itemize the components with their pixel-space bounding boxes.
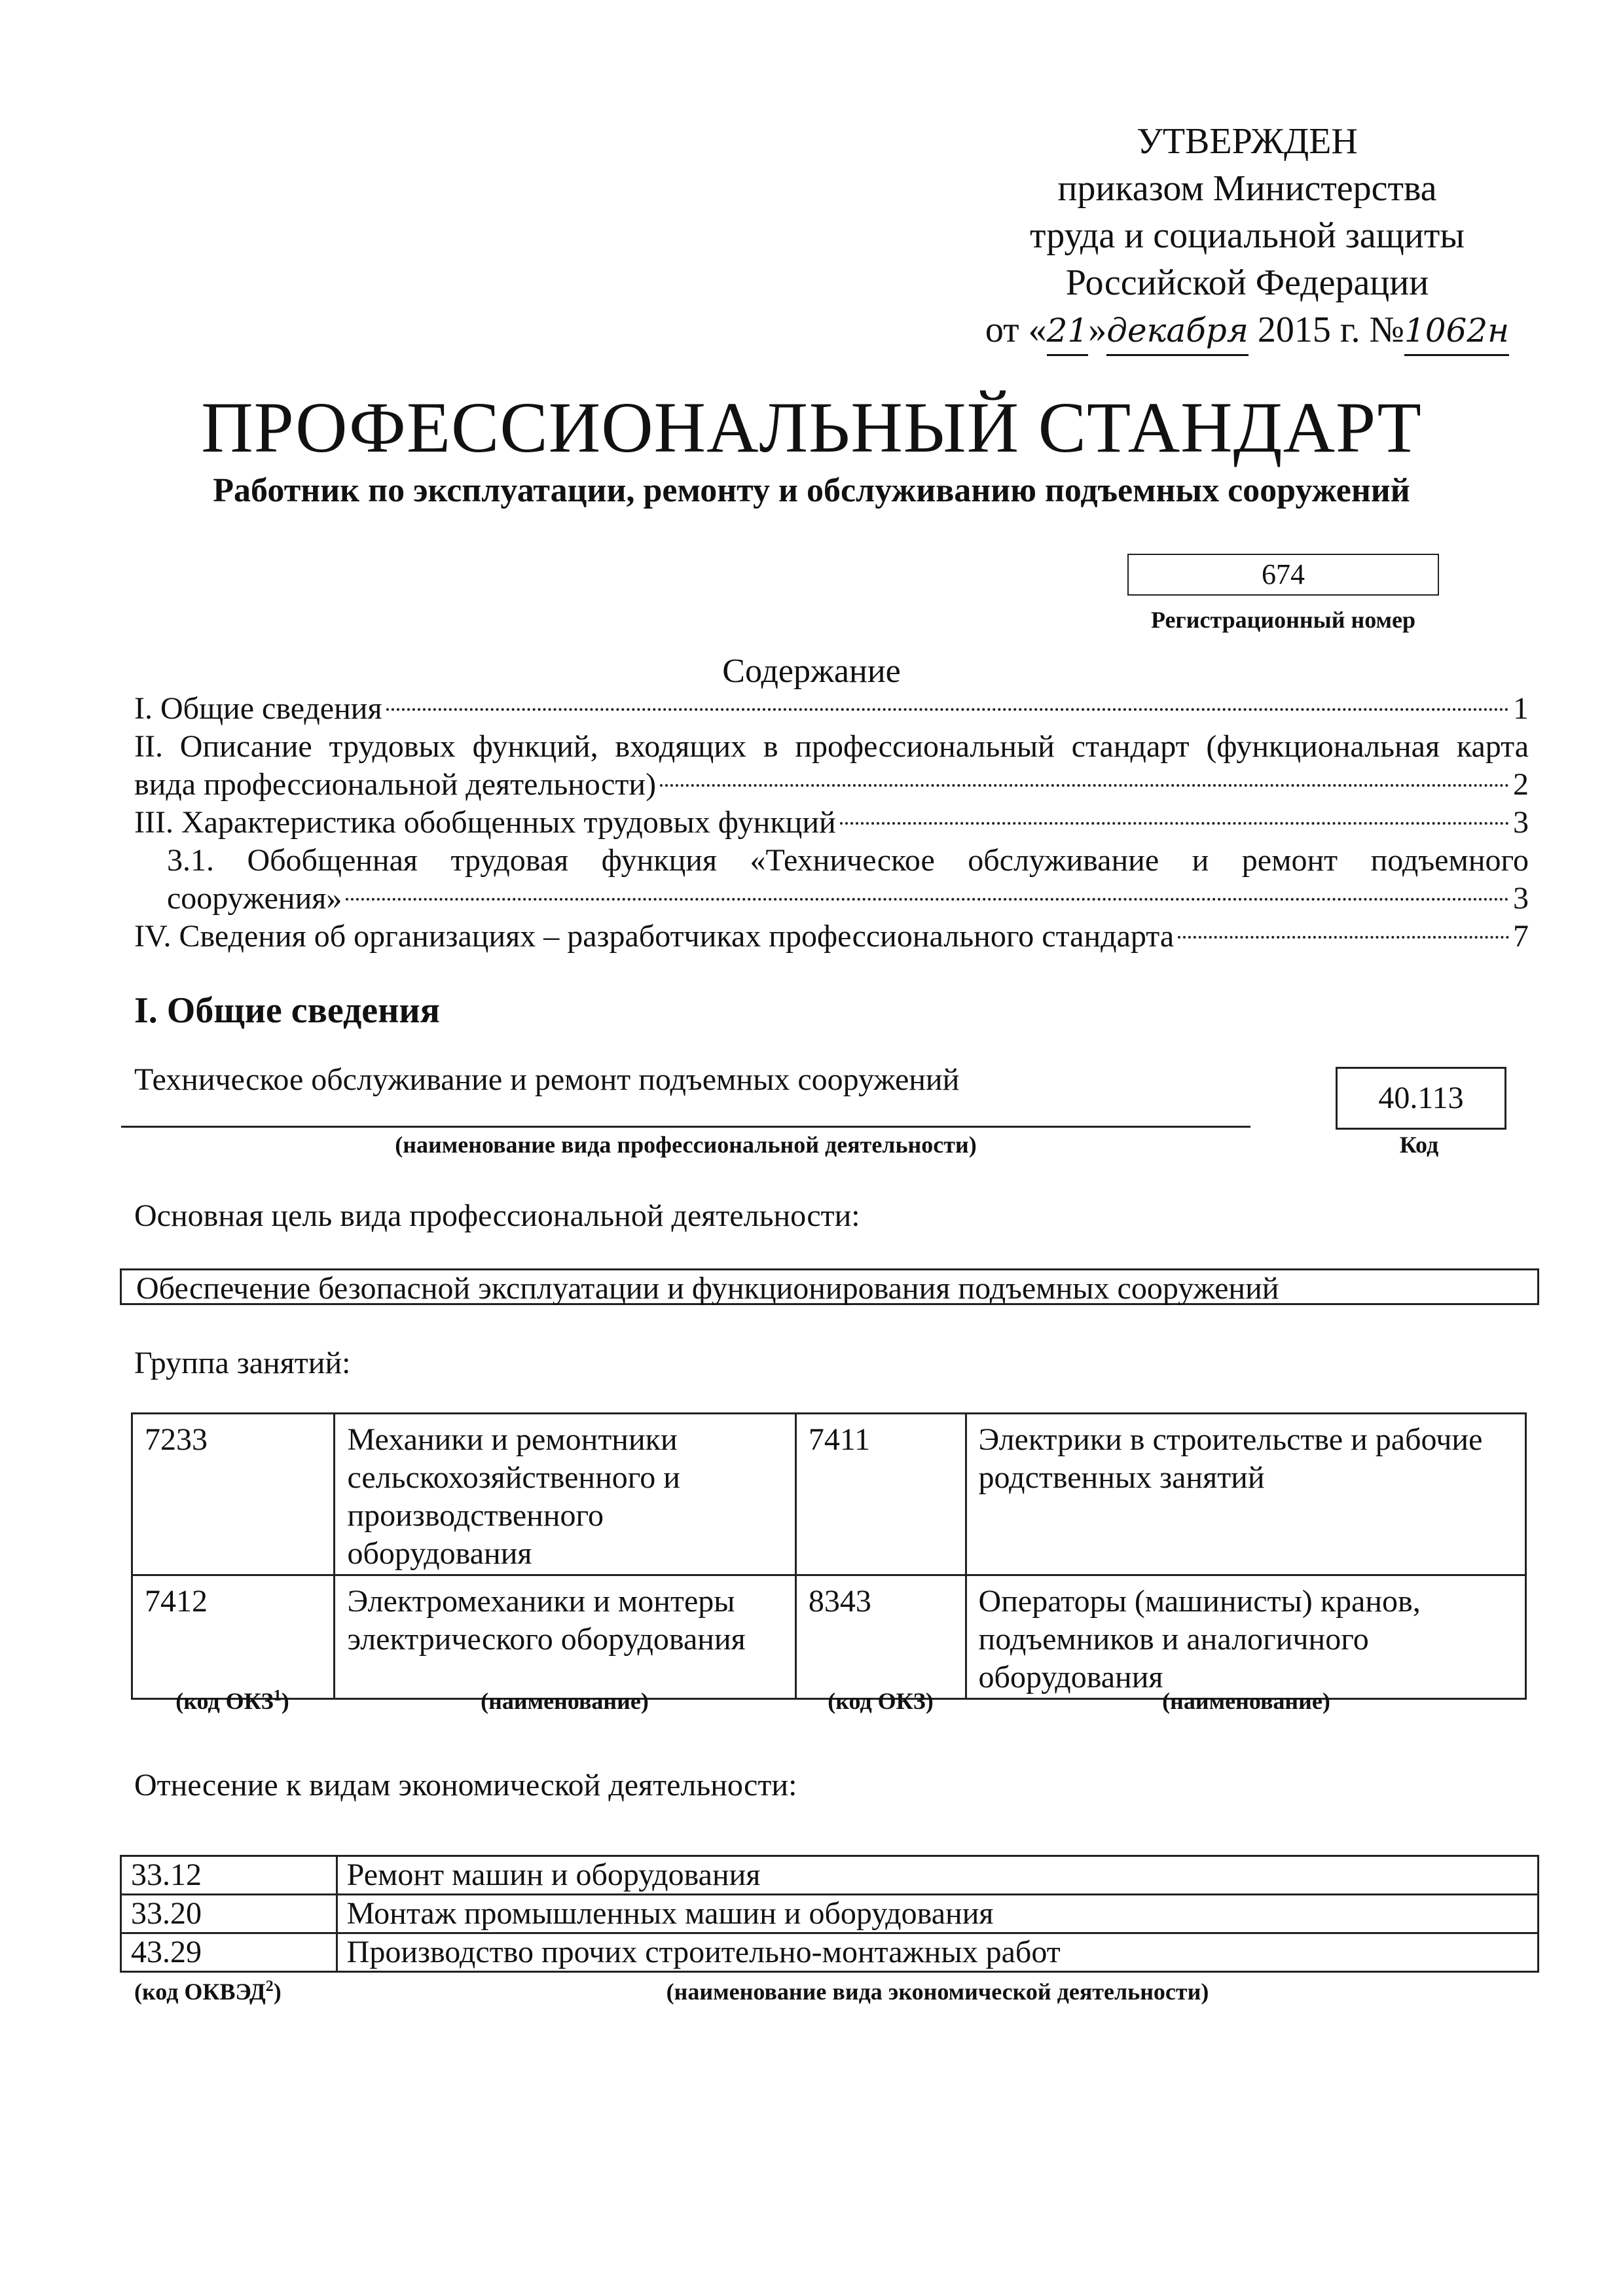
occupation-name-caption: (наименование) — [481, 1688, 649, 1714]
approval-block — [890, 118, 1604, 356]
dot-leader — [660, 784, 1509, 787]
toc-item[interactable] — [134, 804, 1529, 842]
caption-text: ) — [273, 1979, 282, 2005]
toc-item-page: 2 — [1513, 767, 1529, 802]
table-of-contents — [134, 690, 1529, 956]
okved-code: 43.29 — [121, 1933, 337, 1972]
date-mid: » — [1088, 310, 1107, 350]
okved-code: 33.12 — [121, 1856, 337, 1895]
goal-label: Основная цель вида профессиональной деятельности: — [134, 1198, 860, 1233]
toc-item[interactable] — [134, 766, 1529, 804]
document-subtitle: Работник по эксплуатации, ремонту и обслуживанию подъемных сооружений — [213, 472, 1410, 509]
occupation-name: Операторы (машинисты) кранов, подъемников и аналогичного оборудования — [966, 1575, 1525, 1699]
table-row — [132, 1414, 1526, 1575]
approval-date-line — [890, 306, 1604, 356]
registration-number-label: Регистрационный номер — [1150, 607, 1416, 633]
footnote-mark: 1 — [273, 1687, 282, 1704]
occupation-table — [131, 1412, 1527, 1700]
table-row — [121, 1895, 1539, 1933]
toc-item-page: 1 — [1513, 691, 1529, 726]
toc-item-text: III. Характеристика обобщенных трудовых функций — [134, 805, 836, 840]
toc-item-text: сооружения» — [167, 881, 342, 916]
document-title: ПРОФЕССИОНАЛЬНЫЙ СТАНДАРТ — [201, 387, 1422, 467]
handwritten-day: 21 — [1047, 307, 1089, 356]
economic-activity-label: Отнесение к видам экономической деятельности: — [134, 1768, 797, 1803]
table-row — [121, 1933, 1539, 1972]
economic-activity-name: Производство прочих строительно-монтажных работ — [337, 1933, 1538, 1972]
approval-line-3: труда и социальной защиты — [1030, 215, 1465, 256]
dot-leader — [346, 898, 1509, 901]
toc-item-text: I. Общие сведения — [134, 691, 382, 726]
occupation-name: Механики и ремонтники сельскохозяйственного и производственного оборудования — [335, 1414, 795, 1575]
okved-code-caption — [134, 1978, 350, 2005]
toc-item[interactable] — [134, 918, 1529, 956]
okz-code: 7233 — [132, 1414, 335, 1575]
occupation-name: Электрики в строительстве и рабочие родственных занятий — [966, 1414, 1525, 1575]
footnote-mark: 2 — [265, 1978, 274, 1995]
table-row — [132, 1575, 1526, 1699]
registration-number-box: 674 — [1127, 554, 1439, 596]
goal-box: Обеспечение безопасной эксплуатации и функционирования подъемных сооружений — [120, 1268, 1539, 1305]
activity-code-caption: Код — [1399, 1132, 1439, 1158]
contents-title: Содержание — [722, 653, 901, 690]
okz-code-caption — [131, 1687, 334, 1715]
economic-activity-caption: (наименование вида экономической деятельности) — [666, 1979, 1209, 2005]
toc-item-page: 7 — [1513, 919, 1529, 954]
okz-code: 7411 — [795, 1414, 966, 1575]
toc-item-page: 3 — [1513, 805, 1529, 840]
table-row — [121, 1856, 1539, 1895]
toc-item-text[interactable]: II. Описание трудовых функций, входящих в профессиональный стандарт (функциональная карта — [134, 729, 1529, 764]
handwritten-month: декабря — [1106, 307, 1249, 356]
occupation-group-label: Группа занятий: — [134, 1346, 351, 1380]
toc-item-text[interactable]: 3.1. Обобщенная трудовая функция «Техническое обслуживание и ремонт подъемного — [167, 843, 1529, 878]
economic-activity-name: Монтаж промышленных машин и оборудования — [337, 1895, 1538, 1933]
date-prefix: от « — [985, 310, 1047, 350]
economic-activity-table — [120, 1855, 1539, 1973]
dot-leader — [1178, 936, 1509, 939]
section-heading: I. Общие сведения — [134, 990, 440, 1031]
activity-caption: (наименование вида профессиональной деятельности) — [395, 1132, 977, 1158]
toc-item[interactable] — [134, 690, 1529, 728]
toc-item-page: 3 — [1513, 881, 1529, 916]
dot-leader — [840, 822, 1509, 825]
dot-leader — [386, 708, 1509, 711]
activity-name: Техническое обслуживание и ремонт подъемных сооружений — [134, 1062, 960, 1097]
economic-activity-name: Ремонт машин и оборудования — [337, 1856, 1538, 1895]
activity-code-box: 40.113 — [1336, 1067, 1506, 1130]
activity-underline — [121, 1126, 1250, 1128]
okz-code: 7412 — [132, 1575, 335, 1699]
approval-line-2: приказом Министерства — [1057, 168, 1437, 209]
occupation-name-caption: (наименование) — [1162, 1688, 1330, 1714]
date-year: 2015 г. № — [1257, 310, 1404, 350]
toc-item-text: IV. Сведения об организациях – разработчиках профессионального стандарта — [134, 919, 1175, 954]
toc-item-text: вида профессиональной деятельности) — [134, 767, 657, 802]
okz-code-caption: (код ОКЗ) — [828, 1688, 934, 1714]
okz-code: 8343 — [795, 1575, 966, 1699]
handwritten-number: 1062н — [1404, 307, 1509, 356]
caption-text: (код ОКВЭД — [134, 1979, 266, 2005]
occupation-name: Электромеханики и монтеры электрического оборудования — [335, 1575, 795, 1699]
caption-text: (код ОКЗ — [175, 1688, 274, 1714]
okved-code: 33.20 — [121, 1895, 337, 1933]
approval-line-4: Российской Федерации — [1065, 262, 1429, 303]
toc-item[interactable] — [134, 880, 1529, 918]
approval-title: УТВЕРЖДЕН — [1137, 121, 1358, 162]
caption-text: ) — [281, 1688, 289, 1714]
